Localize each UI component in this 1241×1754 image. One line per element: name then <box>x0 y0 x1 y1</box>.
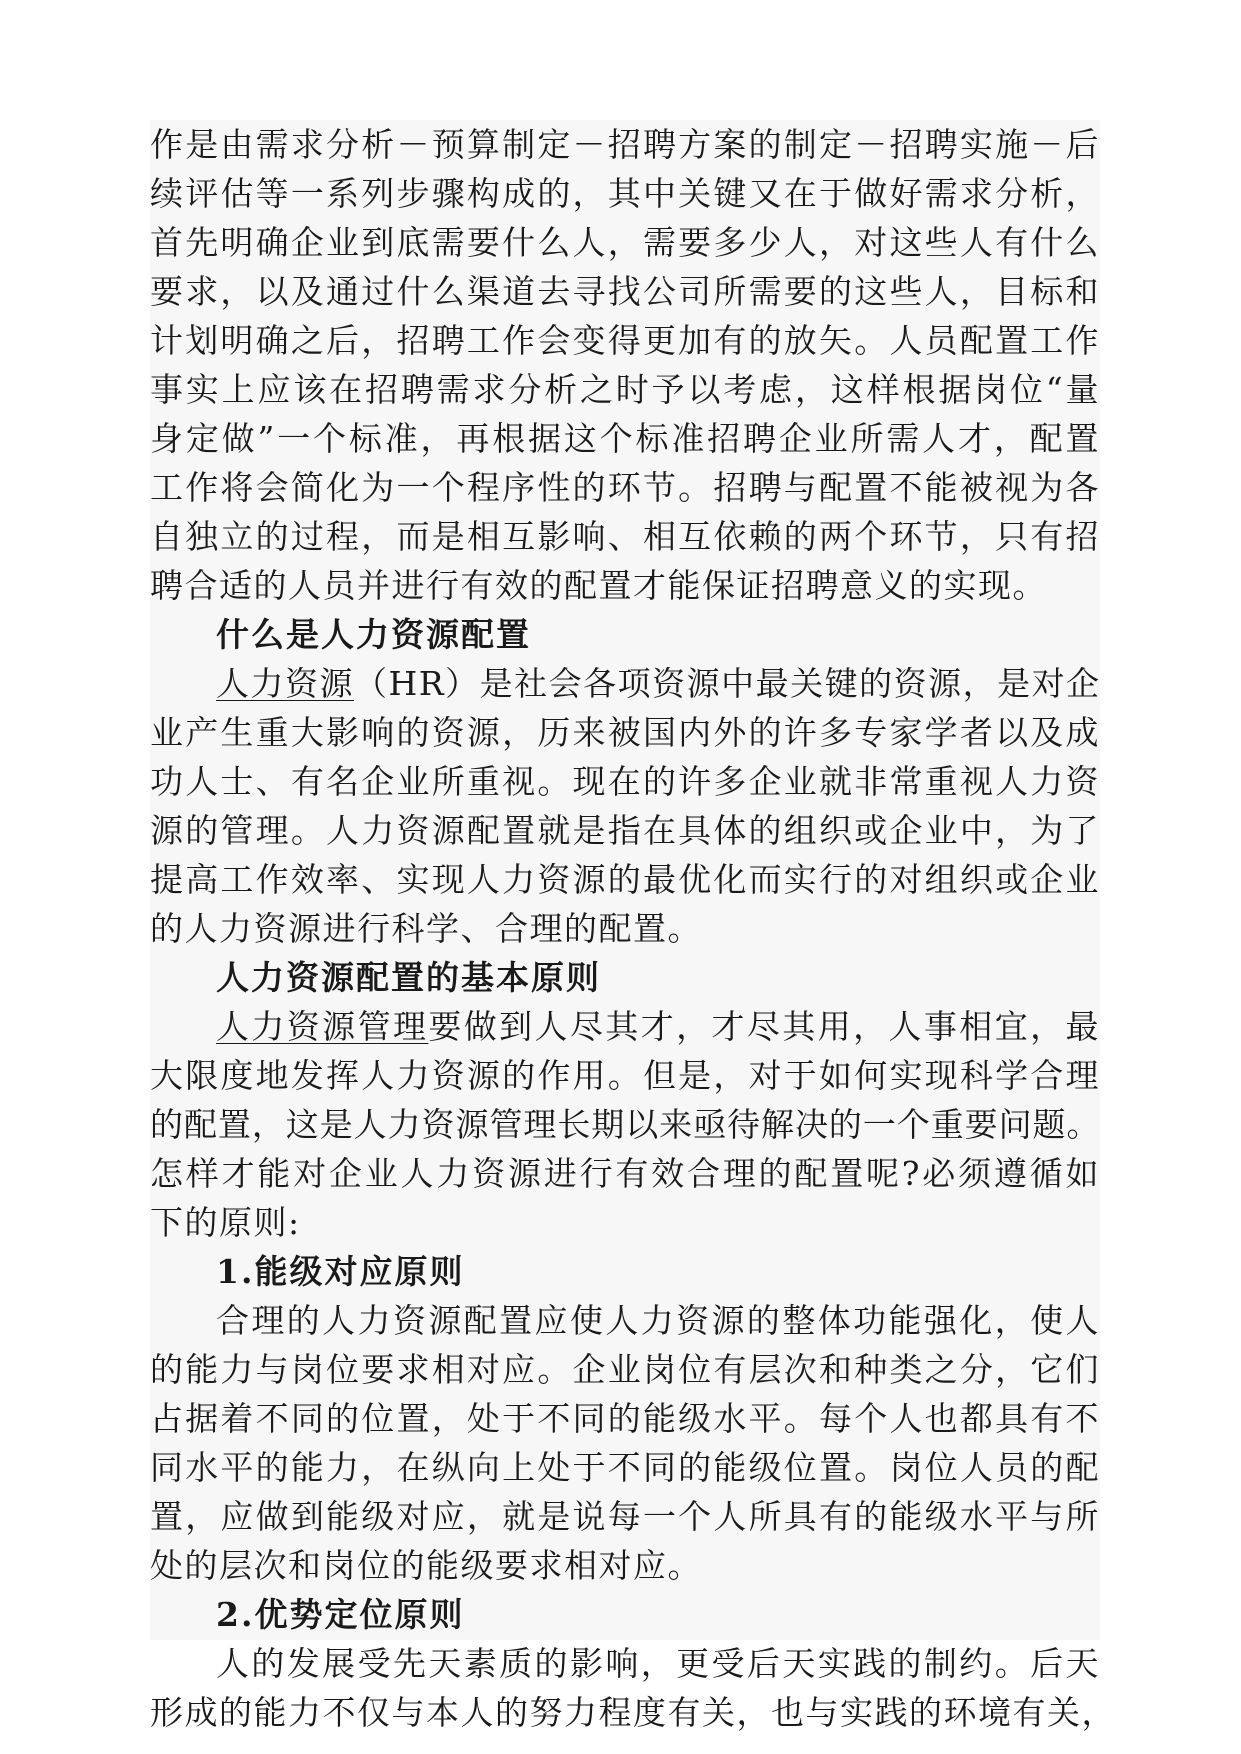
paragraph-line <box>216 659 1100 708</box>
paragraph-line: 大限度地发挥人力资源的作用。但是，对于如何实现科学合理 <box>150 1056 1100 1095</box>
paragraph-line: 处的层次和岗位的能级要求相对应。 <box>150 1546 702 1585</box>
paragraph-line: 的能力与岗位要求相对应。企业岗位有层次和种类之分，它们 <box>150 1350 1100 1389</box>
paragraph-line: 续评估等一系列步骤构成的，其中关键又在于做好需求分析， <box>150 174 1100 213</box>
paragraph-line: 业产生重大影响的资源，历来被国内外的许多专家学者以及成 <box>150 713 1100 752</box>
paragraph-line: 计划明确之后，招聘工作会变得更加有的放矢。人员配置工作 <box>150 321 1100 360</box>
paragraph-line: 自独立的过程，而是相互影响、相互依赖的两个环节，只有招 <box>150 517 1100 556</box>
paragraph-line: 置，应做到能级对应，就是说每一个人所具有的能级水平与所 <box>150 1497 1100 1536</box>
paragraph-line: 同水平的能力，在纵向上处于不同的能级位置。岗位人员的配 <box>150 1448 1100 1487</box>
paragraph-line: 占据着不同的位置，处于不同的能级水平。每个人也都具有不 <box>150 1399 1100 1438</box>
section-heading: 1.能级对应原则 <box>216 1252 465 1291</box>
paragraph-line: 下的原则: <box>150 1203 301 1242</box>
section-heading: 人力资源配置的基本原则 <box>216 958 601 997</box>
paragraph-line: 身定做”一个标准，再根据这个标准招聘企业所需人才，配置 <box>150 419 1100 458</box>
paragraph-line: 聘合适的人员并进行有效的配置才能保证招聘意义的实现。 <box>150 566 1047 605</box>
paragraph-line: 首先明确企业到底需要什么人，需要多少人，对这些人有什么 <box>150 223 1100 262</box>
paragraph-text: （HR）是社会各项资源中最关键的资源，是对企 <box>354 664 1101 703</box>
section-heading: 什么是人力资源配置 <box>216 615 531 654</box>
paragraph-line: 的配置，这是人力资源管理长期以来亟待解决的一个重要问题。 <box>150 1105 1100 1144</box>
paragraph-text: 要做到人尽其才，才尽其用，人事相宜，最 <box>428 1007 1100 1046</box>
paragraph-line: 事实上应该在招聘需求分析之时予以考虑，这样根据岗位“量 <box>150 370 1100 409</box>
paragraph-line: 提高工作效率、实现人力资源的最优化而实行的对组织或企业 <box>150 860 1100 899</box>
paragraph-line: 形成的能力不仅与本人的努力程度有关，也与实践的环境有关， <box>150 1693 1116 1732</box>
paragraph-line: 工作将会简化为一个程序性的环节。招聘与配置不能被视为各 <box>150 468 1100 507</box>
paragraph-line: 怎样才能对企业人力资源进行有效合理的配置呢?必须遵循如 <box>150 1154 1100 1193</box>
paragraph-line <box>216 1002 1100 1051</box>
paragraph-line: 的人力资源进行科学、合理的配置。 <box>150 909 702 948</box>
paragraph-line: 源的管理。人力资源配置就是指在具体的组织或企业中，为了 <box>150 811 1100 850</box>
paragraph-line: 人的发展受先天素质的影响，更受后天实践的制约。后天 <box>216 1644 1100 1683</box>
hr-link[interactable]: 人力资源 <box>216 664 354 703</box>
paragraph-line: 功人士、有名企业所重视。现在的许多企业就非常重视人力资 <box>150 762 1100 801</box>
paragraph-line: 作是由需求分析－预算制定－招聘方案的制定－招聘实施－后 <box>150 125 1100 164</box>
hr-management-link[interactable]: 人力资源管理 <box>216 1007 429 1046</box>
paragraph-line: 合理的人力资源配置应使人力资源的整体功能强化，使人 <box>216 1301 1100 1340</box>
paragraph-line: 要求，以及通过什么渠道去寻找公司所需要的这些人，目标和 <box>150 272 1100 311</box>
section-heading: 2.优势定位原则 <box>216 1595 465 1634</box>
